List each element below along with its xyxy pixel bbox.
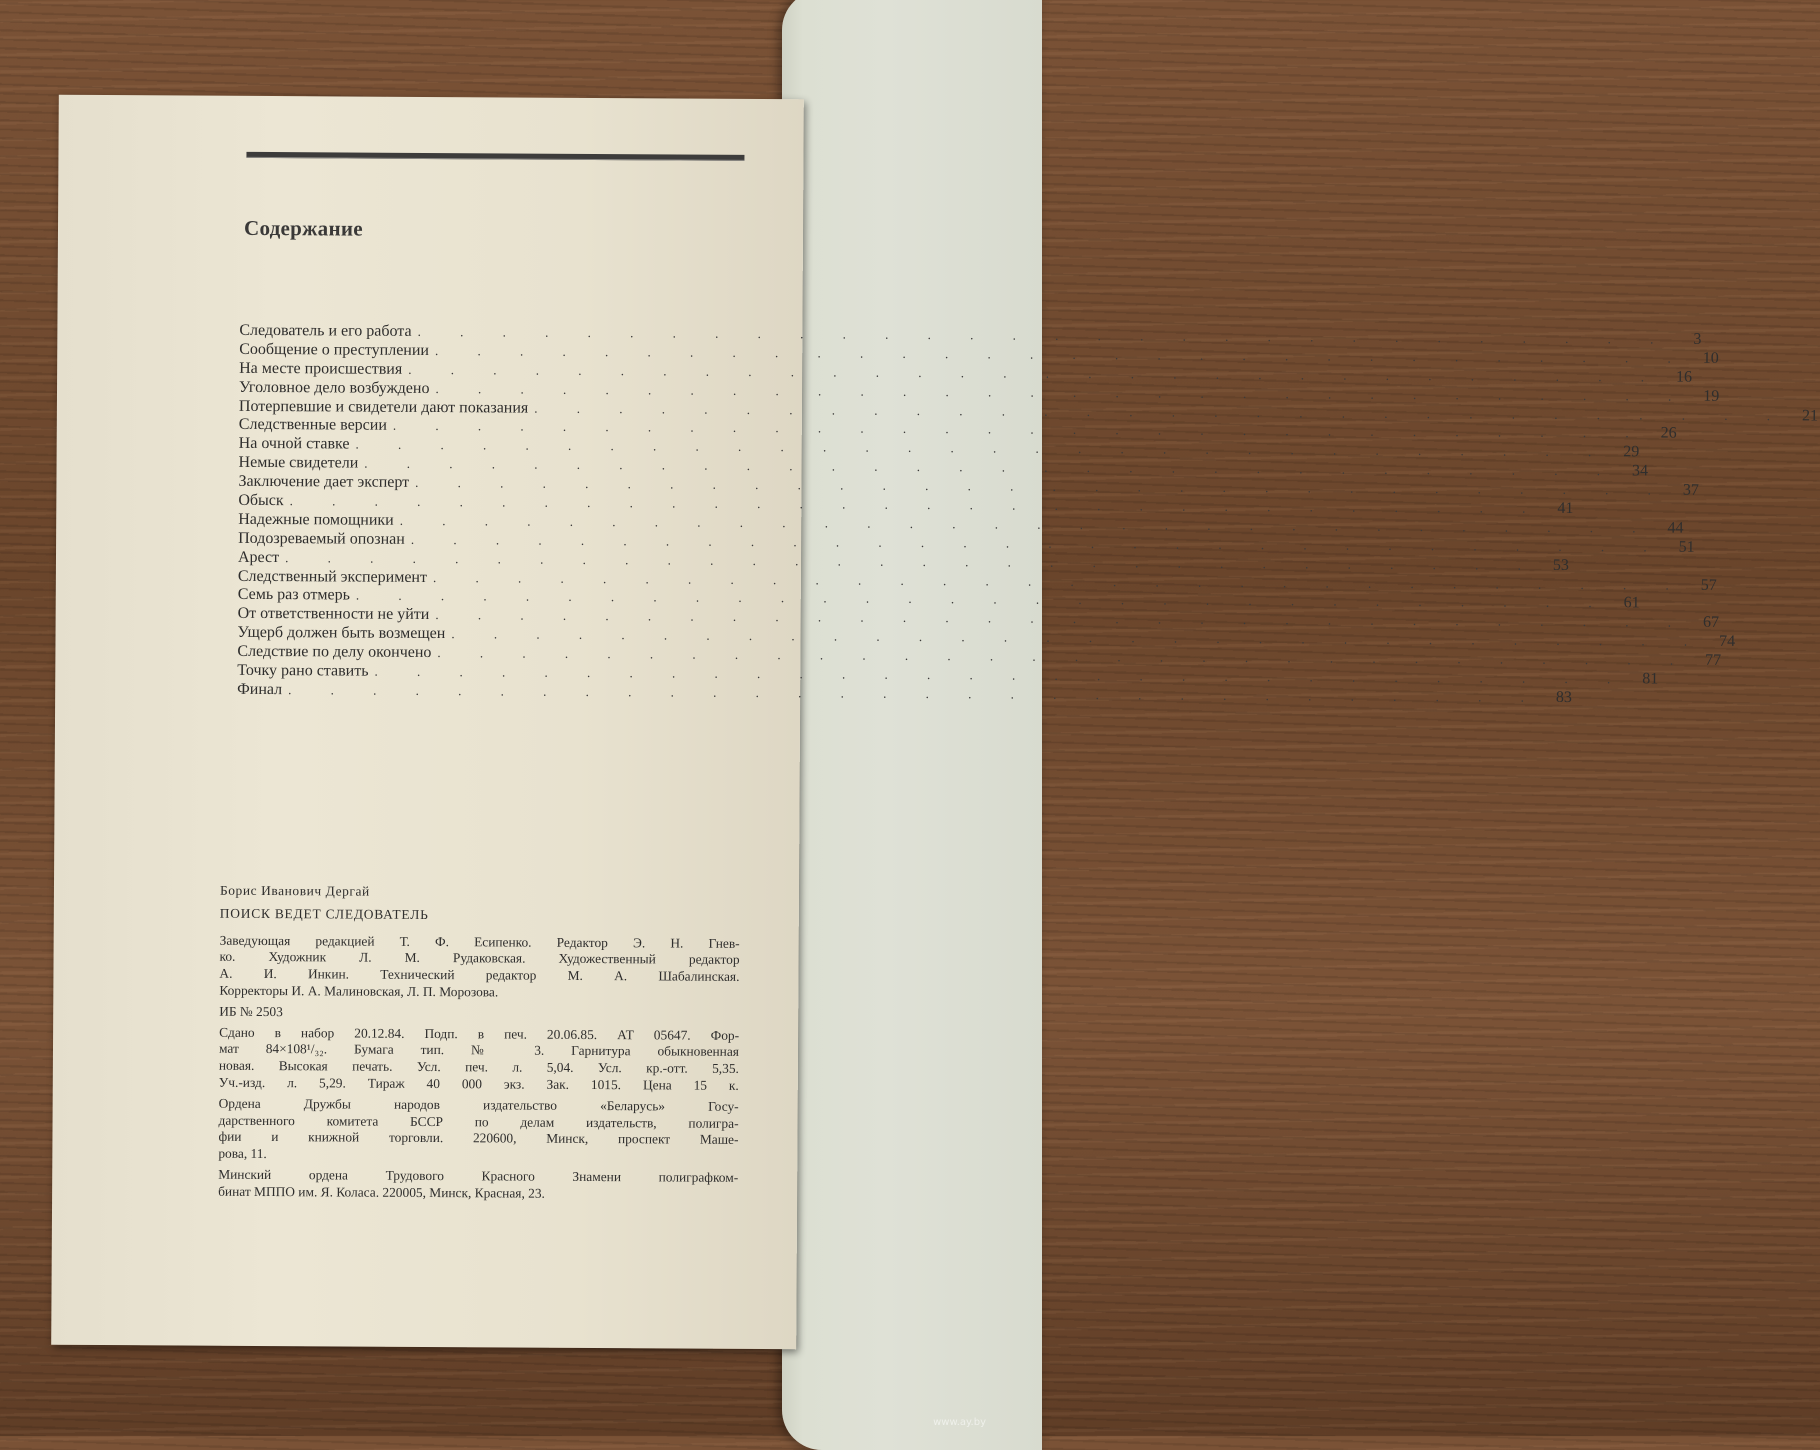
- toc-item-title: Арест: [237, 548, 280, 566]
- print-line: новая. Высокая печать. Усл. печ. л. 5,04. Усл. кр.-отт. 5,35.: [218, 1057, 739, 1077]
- toc-dot-leader: . . . . . . . . . . . . . . . . . . . . . . . . . . . . . .: [434, 342, 1689, 366]
- toc-dot-leader: . . . . . . . . . . . . . . . . . . . . . . . . . . . . . .: [289, 493, 1544, 516]
- toc-item-title: Ущерб должен быть возмещен: [237, 624, 446, 643]
- toc-item-title: От ответственности не уйти: [237, 605, 430, 624]
- toc-item-page: 61: [1623, 594, 1640, 612]
- toc-heading: Содержание: [243, 215, 364, 241]
- toc-item-page: 37: [1682, 481, 1699, 499]
- toc-dot-leader: . . . . . . . . . . . . . . . . . . . . . . . . . . . . . .: [417, 323, 1672, 347]
- author-name: Борис Иванович Дергай: [219, 882, 370, 899]
- publisher-paragraph: [218, 1095, 738, 1165]
- toc-item-page: 19: [1703, 387, 1720, 405]
- toc-item-page: 57: [1700, 576, 1717, 594]
- print-line: мат 84×108¹/₃₂. Бумага тип. № 3. Гарнитура обыкновенная: [218, 1041, 740, 1060]
- top-decorative-rule: [246, 152, 744, 161]
- toc-item-title: На месте происшествия: [239, 359, 403, 378]
- toc-item-page: 83: [1555, 688, 1572, 706]
- book-page: [51, 95, 1819, 1350]
- toc-dot-leader: . . . . . . . . . . . . . . . . . . . . . . . . . . . . . .: [534, 400, 1789, 423]
- toc-item-title: Подозреваемый опознан: [238, 529, 405, 548]
- toc-item-title: Надежные помощники: [238, 510, 394, 529]
- toc-item-page: 29: [1623, 443, 1640, 461]
- toc-item-page: 26: [1660, 424, 1677, 443]
- toc-dot-leader: . . . . . . . . . . . . . . . . . . . . . . . . . . . . . .: [410, 531, 1665, 555]
- toc-dot-leader: . . . . . . . . . . . . . . . . . . . . . . . . . . . . . .: [392, 418, 1647, 441]
- site-watermark: www.ay.by: [933, 1417, 986, 1428]
- toc-item-page: 44: [1667, 519, 1684, 537]
- toc-dot-leader: . . . . . . . . . . . . . . . . . . . . . . . . . . . . . .: [435, 607, 1690, 631]
- toc-item-title: Немые свидетели: [238, 454, 359, 472]
- toc-dot-leader: . . . . . . . . . . . . . . . . . . . . . . . . . . . . . .: [288, 682, 1542, 705]
- toc-dot-leader: . . . . . . . . . . . . . . . . . . . . . . . . . . . . . .: [355, 436, 1610, 460]
- toc-dot-leader: . . . . . . . . . . . . . . . . . . . . . . . . . . . . . .: [364, 455, 1619, 479]
- toc-item: [237, 680, 1572, 706]
- toc-dot-leader: . . . . . . . . . . . . . . . . . . . . . . . . . . . . . .: [374, 663, 1629, 687]
- toc-item-title: Следственный эксперимент: [237, 567, 428, 586]
- toc-item-title: Потерпевшие и свидетели дают показания: [238, 397, 529, 417]
- table-of-contents: [237, 321, 1819, 706]
- editors-line: А. И. Инкин. Технический редактор М. А. Шабалинская.: [219, 965, 740, 985]
- toc-item-page: 16: [1675, 368, 1693, 386]
- toc-item-page: 10: [1702, 349, 1719, 367]
- toc-item-title: Следователь и его работа: [239, 321, 412, 340]
- toc-dot-leader: . . . . . . . . . . . . . . . . . . . . . . . . . . . . . .: [285, 549, 1539, 573]
- toc-item-title: Обыск: [238, 491, 284, 510]
- publisher-line: рова, 11.: [218, 1145, 267, 1162]
- print-line: Уч.-изд. л. 5,29. Тираж 40 000 экз. Зак. 1015. Цена 15 к.: [218, 1074, 739, 1093]
- ib-number-text: ИБ № 2503: [219, 1003, 283, 1019]
- print-details-paragraph: [219, 1024, 739, 1094]
- toc-item-page: 67: [1703, 614, 1720, 632]
- toc-dot-leader: . . . . . . . . . . . . . . . . . . . . . . . . . . . . . .: [432, 569, 1687, 593]
- toc-item-page: 77: [1705, 651, 1722, 670]
- editors-paragraph: [219, 932, 739, 1002]
- toc-item-page: 51: [1678, 538, 1695, 556]
- toc-item-page: 34: [1631, 462, 1649, 480]
- toc-item-title: Сообщение о преступлении: [239, 340, 430, 359]
- editors-line: ко. Художник Л. М. Рудаковская. Художественный редактор: [219, 949, 740, 968]
- editors-line: Корректоры И. А. Малиновская, Л. П. Морозова.: [219, 982, 499, 1000]
- toc-dot-leader: . . . . . . . . . . . . . . . . . . . . . . . . . . . . . .: [399, 512, 1654, 536]
- toc-dot-leader: . . . . . . . . . . . . . . . . . . . . . . . . . . . . . .: [355, 588, 1610, 611]
- print-line: Сдано в набор 20.12.84. Подп. в печ. 20.06.85. АТ 05647. Фор-: [219, 1024, 740, 1043]
- toc-item-title: Уголовное дело возбуждено: [238, 378, 430, 397]
- toc-dot-leader: . . . . . . . . . . . . . . . . . . . . . . . . . . . . . .: [415, 475, 1669, 498]
- toc-item-title: Финал: [237, 680, 283, 699]
- publisher-line: дарственного комитета БССР по делам издательств, полигра-: [218, 1112, 739, 1131]
- toc-item-title: Следственные версии: [238, 416, 387, 435]
- toc-item-page: 81: [1642, 670, 1659, 688]
- right-page-blank: [782, 0, 1042, 1450]
- book-title: ПОИСК ВЕДЕТ СЛЕДОВАТЕЛЬ: [219, 905, 429, 922]
- publisher-line: Ордена Дружбы народов издательство «Беларусь» Госу-: [218, 1095, 739, 1114]
- toc-dot-leader: . . . . . . . . . . . . . . . . . . . . . . . . . . . . . .: [408, 361, 1663, 385]
- publisher-line: фии и книжной торговли. 220600, Минск, проспект Маше-: [218, 1129, 739, 1148]
- ib-number: [219, 1004, 739, 1024]
- toc-item-title: Следствие по делу окончено: [237, 642, 432, 662]
- toc-item-page: 53: [1552, 556, 1569, 574]
- toc-item-title: Семь раз отмерь: [237, 586, 350, 604]
- toc-item-page: 21: [1801, 406, 1819, 425]
- imprint-block: [218, 883, 740, 1208]
- toc-dot-leader: . . . . . . . . . . . . . . . . . . . . . . . . . . . . . .: [451, 626, 1706, 650]
- toc-item-page: 41: [1557, 499, 1574, 518]
- editors-line: Заведующая редакцией Т. Ф. Есипенко. Редактор Э. Н. Гнев-: [219, 932, 740, 951]
- printer-paragraph: [218, 1167, 738, 1204]
- toc-dot-leader: . . . . . . . . . . . . . . . . . . . . . . . . . . . . . .: [437, 645, 1692, 668]
- printer-line: бинат МППО им. Я. Коласа. 220005, Минск, Красная, 23.: [218, 1183, 545, 1201]
- toc-item-title: На очной ставке: [238, 435, 350, 453]
- toc-dot-leader: . . . . . . . . . . . . . . . . . . . . . . . . . . . . . .: [435, 380, 1690, 404]
- printer-line: Минский ордена Трудового Красного Знамени полиграфком-: [218, 1166, 739, 1185]
- toc-item-title: Точку рано ставить: [237, 661, 369, 680]
- toc-item-title: Заключение дает эксперт: [238, 472, 410, 492]
- toc-item-page: 3: [1693, 330, 1702, 348]
- toc-item-page: 74: [1719, 633, 1736, 651]
